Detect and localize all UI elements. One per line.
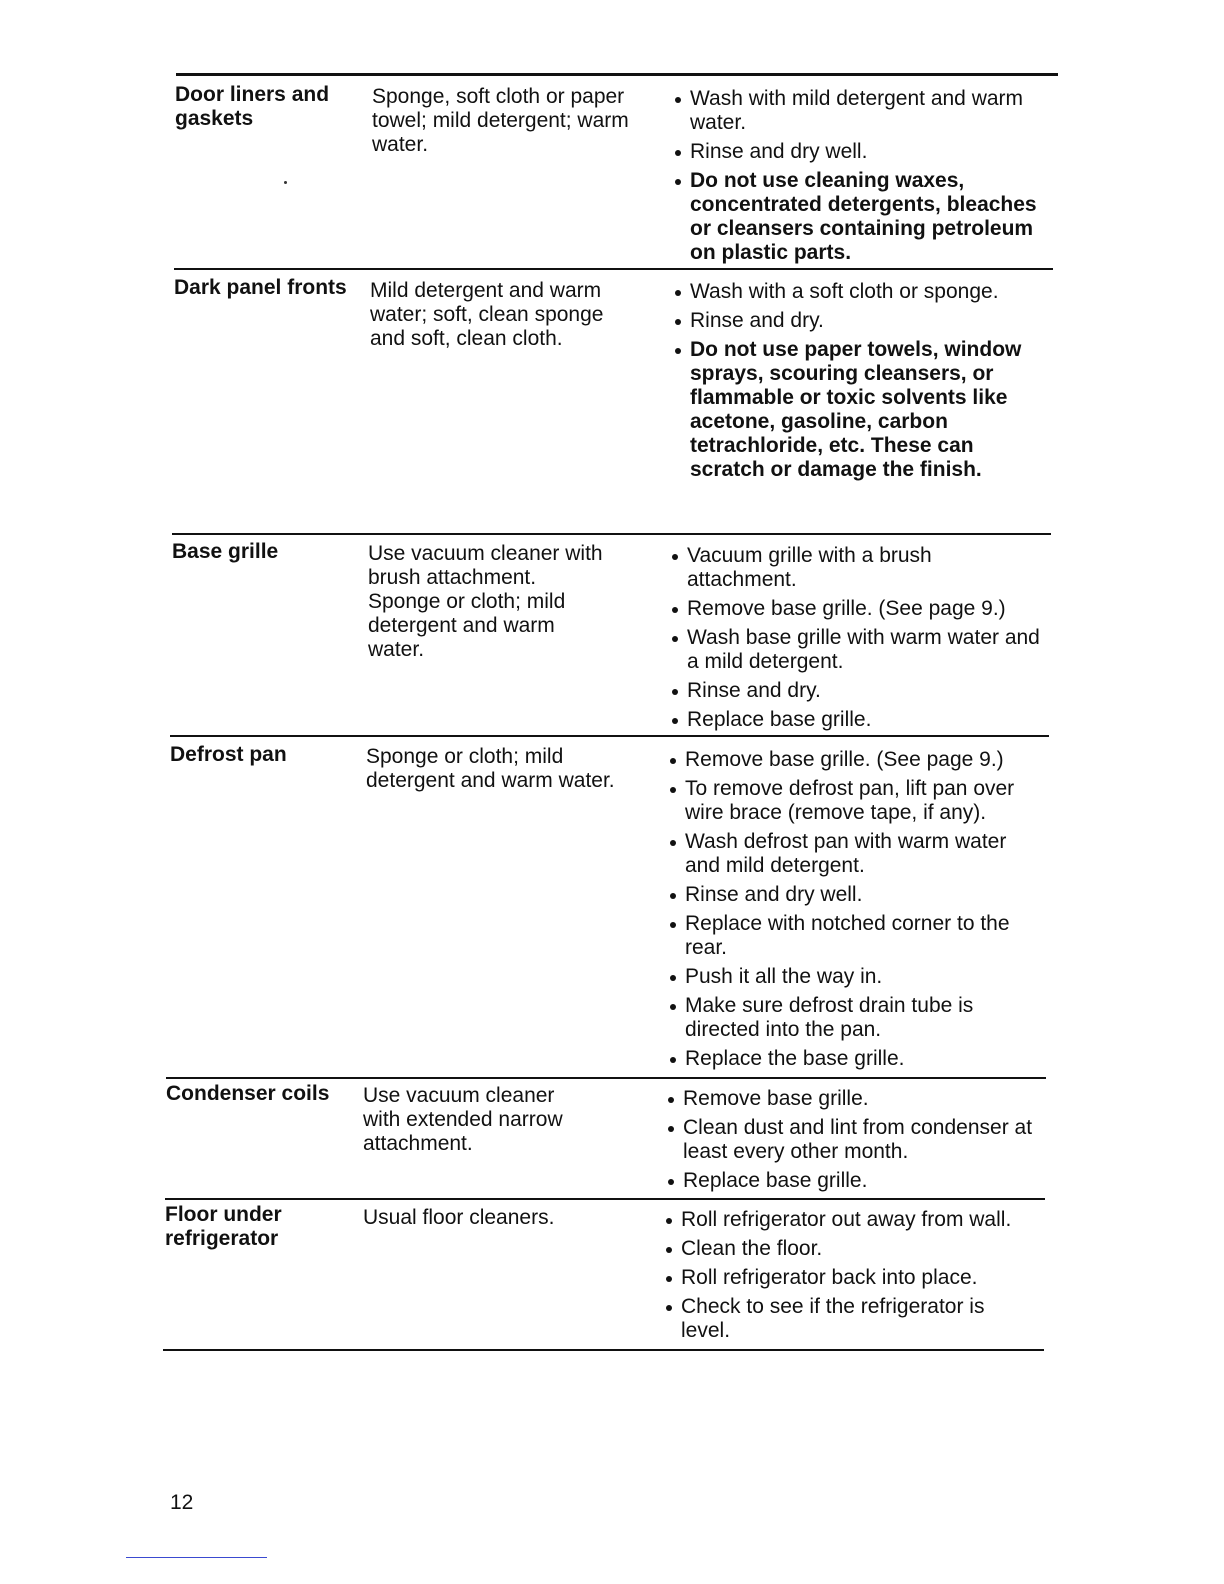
step: To remove defrost pan, lift pan over wire brace (remove tape, if any). xyxy=(668,777,1043,825)
item-name: Base grille xyxy=(172,540,279,563)
step: Vacuum grille with a brush attachment. xyxy=(670,544,1045,592)
step: Replace with notched corner to the rear. xyxy=(668,912,1043,960)
step: Wash base grille with warm water and a mild detergent. xyxy=(670,626,1045,674)
step: Replace base grille. xyxy=(670,708,1045,732)
item-name: Floor under refrigerator xyxy=(165,1203,282,1250)
page-number: 12 xyxy=(170,1491,194,1514)
step: Check to see if the refrigerator is level. xyxy=(664,1295,1039,1343)
step: Rinse and dry. xyxy=(670,679,1045,703)
item-name: Defrost pan xyxy=(170,743,287,766)
step: Roll refrigerator back into place. xyxy=(664,1266,1039,1290)
steps-list xyxy=(668,748,1043,1076)
materials: Sponge or cloth; mild detergent and warm water. xyxy=(366,745,615,792)
table-bottom-rule xyxy=(163,1349,1044,1351)
materials: Sponge, soft cloth or paper towel; mild detergent; warm water. xyxy=(372,85,629,156)
step: Replace the base grille. xyxy=(668,1047,1043,1071)
steps-list xyxy=(666,1087,1041,1198)
step: Clean dust and lint from condenser at least every other month. xyxy=(666,1116,1041,1164)
materials: Use vacuum cleaner with brush attachment. Sponge or cloth; mild detergent and warm water. xyxy=(368,542,603,661)
step: Remove base grille. (See page 9.) xyxy=(668,748,1043,772)
steps-list xyxy=(673,87,1048,270)
warning-step: Do not use paper towels, window sprays, scouring cleansers, or flammable or toxic solvents like acetone, gasoline, carbon tetrachloride, etc. These can scratch or damage the finish. xyxy=(673,338,1048,482)
step: Wash defrost pan with warm water and mild detergent. xyxy=(668,830,1043,878)
scan-artifact-line xyxy=(126,1557,267,1558)
step: Rinse and dry well. xyxy=(673,140,1048,164)
step: Push it all the way in. xyxy=(668,965,1043,989)
item-name: Door liners and gaskets xyxy=(175,83,330,130)
step: Remove base grille. (See page 9.) xyxy=(670,597,1045,621)
step: Wash with a soft cloth or sponge. xyxy=(673,280,1048,304)
step: Make sure defrost drain tube is directed into the pan. xyxy=(668,994,1043,1042)
step: Rinse and dry well. xyxy=(668,883,1043,907)
item-name: Dark panel fronts xyxy=(174,276,347,299)
step: Remove base grille. xyxy=(666,1087,1041,1111)
steps-list xyxy=(670,544,1045,737)
stray-mark xyxy=(284,181,287,184)
warning-step: Do not use cleaning waxes, concentrated detergents, bleaches or cleansers containing petroleum on plastic parts. xyxy=(673,169,1048,265)
step: Rinse and dry. xyxy=(673,309,1048,333)
row-divider xyxy=(166,1077,1046,1079)
materials: Usual floor cleaners. xyxy=(363,1206,555,1229)
materials: Use vacuum cleaner with extended narrow attachment. xyxy=(363,1084,563,1155)
table-top-rule xyxy=(176,73,1058,76)
steps-list xyxy=(673,280,1048,487)
step: Wash with mild detergent and warm water. xyxy=(673,87,1048,135)
row-divider xyxy=(165,1198,1045,1200)
steps-list xyxy=(664,1208,1039,1348)
materials: Mild detergent and warm water; soft, clean sponge and soft, clean cloth. xyxy=(370,279,604,350)
item-name: Condenser coils xyxy=(166,1082,330,1105)
step: Roll refrigerator out away from wall. xyxy=(664,1208,1039,1232)
step: Replace base grille. xyxy=(666,1169,1041,1193)
step: Clean the floor. xyxy=(664,1237,1039,1261)
row-divider xyxy=(172,533,1051,535)
